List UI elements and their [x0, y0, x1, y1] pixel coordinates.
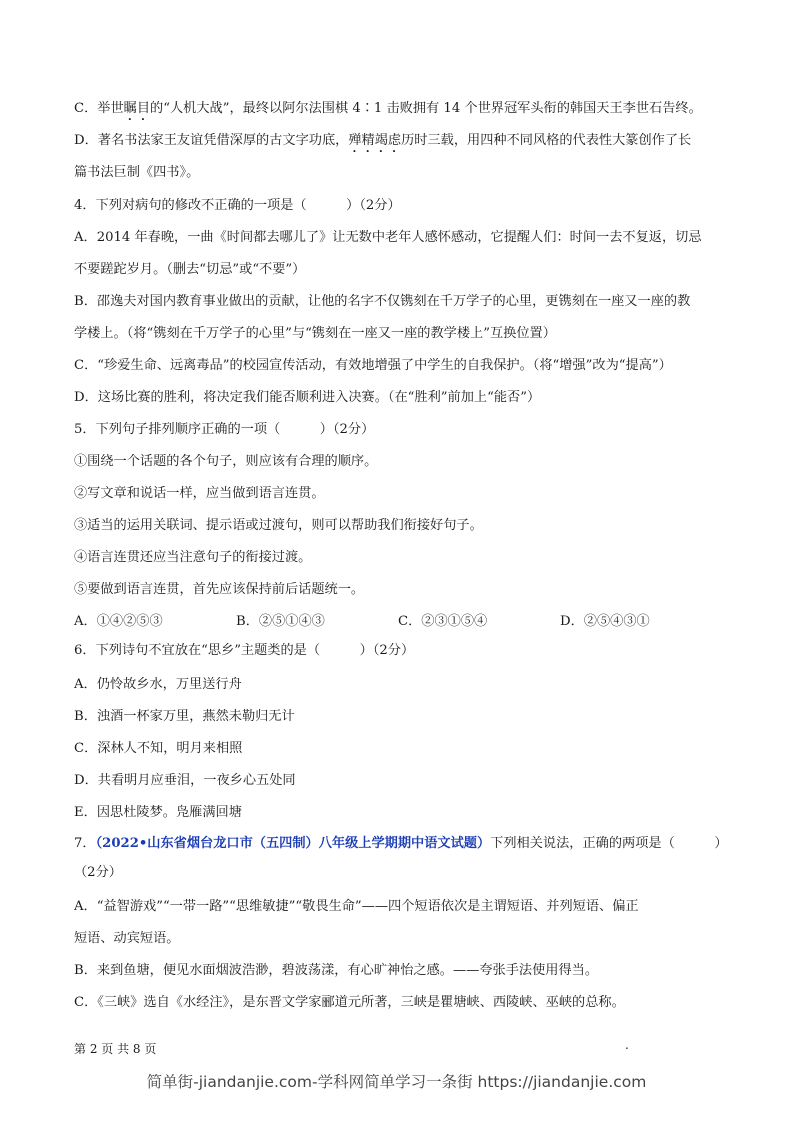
q5-option-a: A．①④②⑤③	[74, 614, 163, 629]
q4-option-c: C．“珍爱生命、远离毒品”的校园宣传活动，有效地增强了中学生的自我保护。（将“增强”改为“提高”）	[74, 358, 672, 373]
q5-option-c: C．②③①⑤④	[398, 614, 488, 629]
q5-options	[74, 611, 733, 633]
q4-option-d: D．这场比赛的胜利，将决定我们能否顺利进入决赛。（在“胜利”前加上“能否”）	[74, 390, 541, 405]
q7-option-b: B．来到鱼塘，便见水面烟波浩渺，碧波荡漾，有心旷神怡之感。——夸张手法使用得当。	[74, 963, 599, 978]
q7-option-a: A．“益智游戏”“一带一路”“思维敏捷”“敬畏生命”——四个短语依次是主谓短语、并列短语、偏正	[74, 899, 639, 914]
q7-option-a-cont: 短语、动宾短语。	[74, 931, 180, 946]
q3-option-c: C．举世瞩目的“人机大战”，最终以阿尔法围棋 4∶1 击败拥有 14 个世界冠军头衔的韩国天王李世石告终。	[74, 101, 702, 116]
q5-sentence-4: ④语言连贯还应当注意句子的衔接过渡。	[74, 550, 312, 565]
q5-option-b: B．②⑤①④③	[236, 614, 325, 629]
q5-sentence-5: ⑤要做到语言连贯，首先应该保持前后话题统一。	[74, 582, 365, 597]
footer-mark: .	[625, 1038, 629, 1052]
q7-score: （2分）	[74, 865, 122, 880]
q5-sentence-2: ②写文章和说话一样，应当做到语言连贯。	[74, 486, 325, 501]
q6-stem: 6．下列诗句不宜放在“思乡”主题类的是（ ）（2分）	[74, 643, 415, 658]
q5-option-d: D．②⑤④③①	[560, 614, 650, 629]
q4-option-a: A．2014 年春晚，一曲《时间都去哪儿了》让无数中老年人感怀感动，它提醒人们：时间一去不复返，切忌	[74, 230, 702, 245]
q5-stem: 5．下列句子排列顺序正确的一项（ ）（2分）	[74, 422, 375, 437]
q6-option-b: B．浊酒一杯家万里，燕然未勒归无计	[74, 709, 295, 724]
q6-option-a: A．仍怜故乡水，万里送行舟	[74, 677, 242, 692]
q6-option-e: E．因思杜陵梦。凫雁满回塘	[74, 805, 242, 820]
q4-option-b-cont: 学楼上。（将“镌刻在千万学子的心里”与“镌刻在一座又一座的教学楼上”互换位置）	[74, 326, 556, 341]
q7-stem: 7．（2022•山东省烟台龙口市（五四制）八年级上学期期中语文试题）下列相关说法，正确的两项是（ ）	[74, 836, 728, 851]
q3-option-d-cont: 篇书法巨制《四书》。	[74, 165, 200, 180]
q4-option-a-cont: 不要蹉跎岁月。（删去“切忌”或“不要”）	[74, 262, 306, 277]
q6-option-d: D．共看明月应垂泪，一夜乡心五处同	[74, 773, 296, 788]
q7-option-c: C．《三峡》选自《水经注》，是东晋文学家郦道元所著，三峡是瞿塘峡、西陵峡、巫峡的总称。	[74, 995, 625, 1010]
q3-option-d: D．著名书法家王友谊凭借深厚的古文字功底，殚精竭虑历时三载，用四种不同风格的代表性大篆创作了长	[74, 133, 692, 148]
q5-sentence-3: ③适当的运用关联词、提示语或过渡句，则可以帮助我们衔接好句子。	[74, 518, 483, 533]
q4-option-b: B．邵逸夫对国内教育事业做出的贡献，让他的名字不仅镌刻在千万学子的心里，更镌刻在一座又一座的教	[74, 294, 691, 309]
q7-source: （2022•山东省烟台龙口市（五四制）八年级上学期期中语文试题）	[95, 836, 491, 851]
emphasized-word: 瞩目	[123, 101, 151, 116]
q5-sentence-1: ①围绕一个话题的各个句子，则应该有合理的顺序。	[74, 454, 378, 469]
emphasized-word: 殚精竭虑	[348, 133, 402, 148]
page-number: 第 2 页 共 8 页	[74, 1042, 157, 1056]
q4-stem: 4．下列对病句的修改不正确的一项是（ ）（2分）	[74, 198, 401, 213]
q6-option-c: C．深林人不知，明月来相照	[74, 741, 243, 756]
watermark: 简单街-jiandanjie.com-学科网简单学习一条街 https://jiandanjie.com	[146, 1073, 647, 1091]
